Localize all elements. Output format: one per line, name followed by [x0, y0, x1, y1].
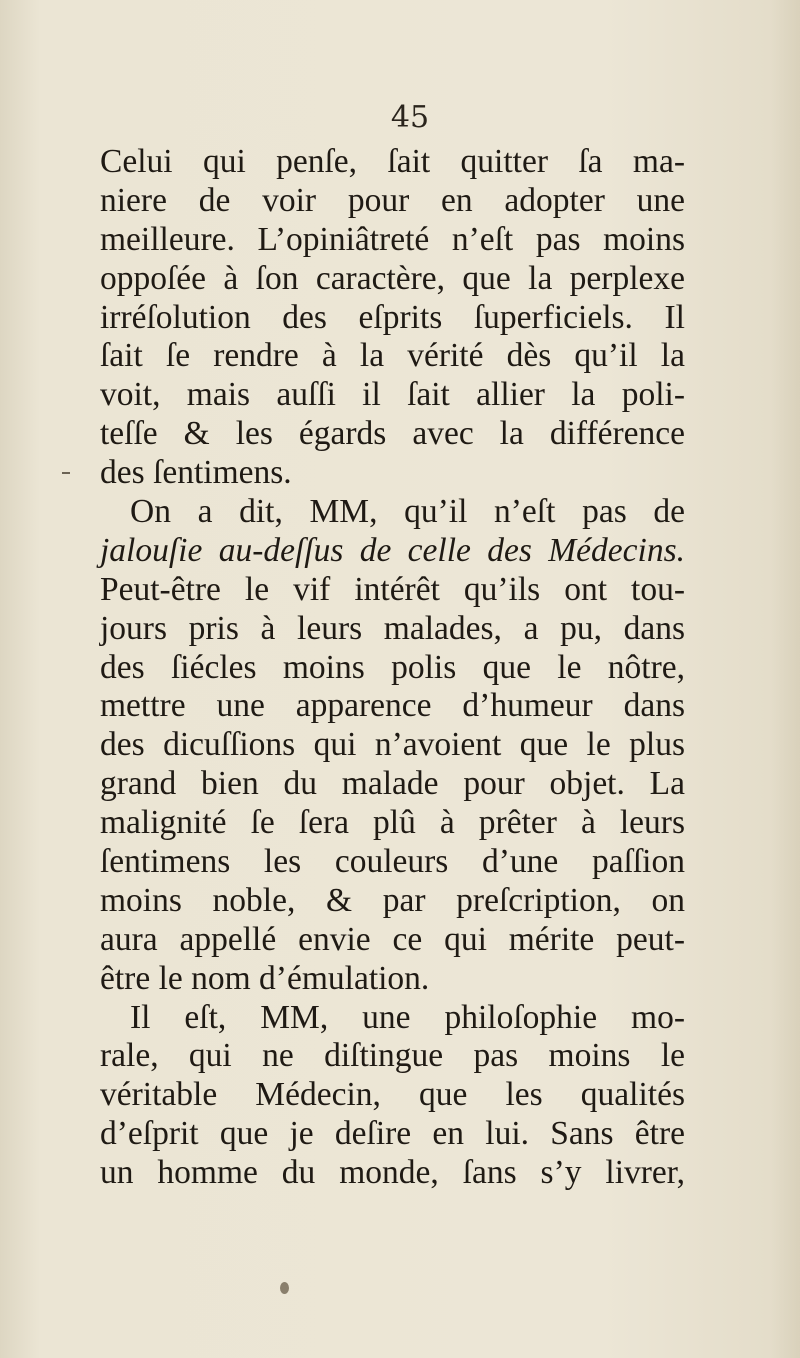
text-line: d’eſprit que je deſire en lui. Sans être — [100, 1115, 685, 1153]
text-line: On a dit, MM, qu’il n’eſt pas de — [130, 493, 685, 531]
text-line: grand bien du malade pour objet. La — [100, 765, 685, 803]
text-line: Il eſt, MM, une philoſophie mo- — [130, 998, 685, 1036]
body-text — [100, 143, 685, 1193]
text-line: oppoſée à ſon caractère, que la perplexe — [100, 259, 685, 297]
text-line: rale, qui ne diſtingue pas moins le — [100, 1037, 685, 1075]
text-line: des ſentimens. — [100, 454, 292, 492]
text-line: jalouſie au-deſſus de celle des Médecins. — [100, 531, 685, 569]
text-line: un homme du monde, ſans s’y livrer, — [100, 1154, 685, 1192]
text-line: Celui qui penſe, ſait quitter ſa ma- — [100, 143, 685, 180]
page-number: 45 — [390, 100, 430, 135]
text-line: être le nom d’émulation. — [100, 959, 430, 997]
text-line: niere de voir pour en adopter une — [100, 181, 685, 219]
text-line: jours pris à leurs malades, a pu, dans — [100, 609, 685, 647]
text-line: véritable Médecin, que les qualités — [100, 1076, 685, 1114]
text-line: aura appellé envie ce qui mérite peut- — [100, 920, 685, 958]
text-line: mettre une apparence d’humeur dans — [100, 687, 685, 725]
text-line: voit, mais auſſi il ſait allier la poli- — [100, 376, 685, 414]
text-line: ſentimens les couleurs d’une paſſion — [100, 843, 685, 881]
text-line: des dicuſſions qui n’avoient que le plus — [100, 726, 685, 764]
margin-mark — [62, 472, 70, 474]
ink-spot — [280, 1282, 289, 1294]
text-line: irréſolution des eſprits ſuperficiels. Il — [100, 298, 685, 336]
text-line: moins noble, & par preſcription, on — [100, 881, 685, 919]
text-line: teſſe & les égards avec la différence — [100, 415, 685, 453]
text-line: ſait ſe rendre à la vérité dès qu’il la — [100, 337, 685, 375]
text-line: malignité ſe ſera plû à prêter à leurs — [100, 804, 685, 842]
text-line: Peut-être le vif intérêt qu’ils ont tou- — [100, 570, 685, 608]
text-line: des ſiécles moins polis que le nôtre, — [100, 648, 685, 686]
text-line: meilleure. L’opiniâtreté n’eſt pas moins — [100, 220, 685, 258]
